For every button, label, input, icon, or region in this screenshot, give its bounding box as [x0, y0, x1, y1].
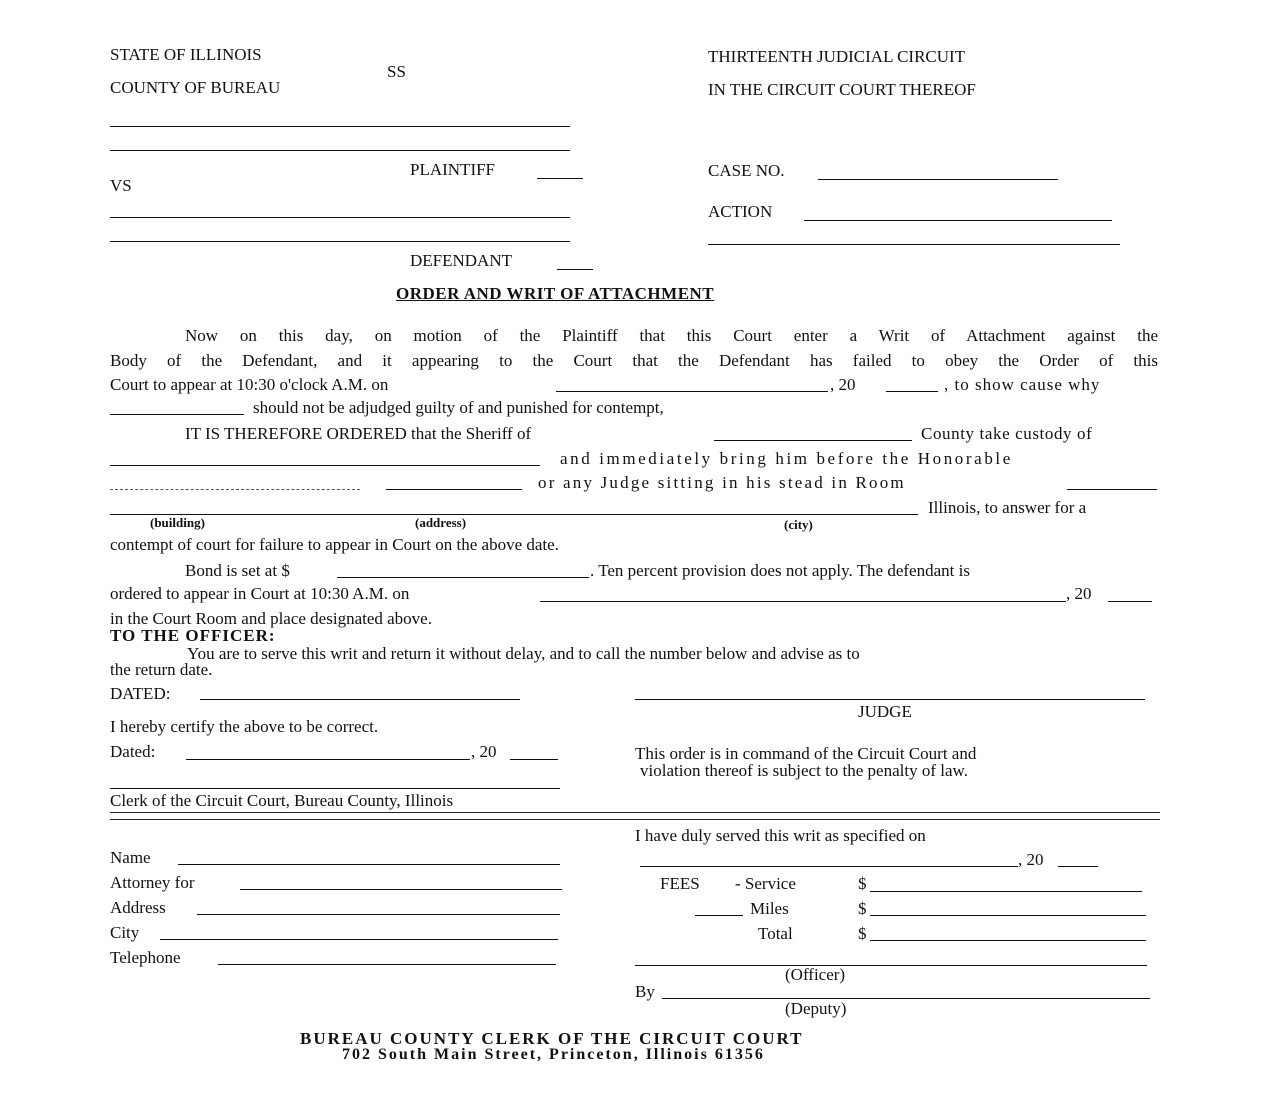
paragraph-3-line-2b: , 20	[1066, 584, 1092, 603]
paragraph-2-line-2: and immediately bring him before the Honorable	[560, 449, 1013, 468]
officer-signature-line[interactable]	[635, 965, 1147, 966]
paragraph-3-line-2a: ordered to appear in Court at 10:30 A.M. on	[110, 584, 410, 603]
party-name-field[interactable]	[110, 414, 244, 415]
paragraph-3-line-3: in the Court Room and place designated above.	[110, 609, 432, 628]
service-fee-field[interactable]	[870, 891, 1142, 892]
officer-caption: (Officer)	[785, 965, 846, 984]
action-field-1[interactable]	[804, 220, 1112, 221]
paragraph-2-line-3: or any Judge sitting in his stead in Room	[538, 473, 906, 492]
dated2-year-field[interactable]	[510, 759, 558, 760]
deputy-signature-line[interactable]	[662, 998, 1150, 999]
attorney-address-label: Address	[110, 898, 166, 917]
location-field[interactable]	[110, 514, 918, 515]
judge-label: JUDGE	[858, 702, 912, 721]
miles-label: Miles	[750, 899, 789, 918]
miles-fee-field[interactable]	[870, 915, 1146, 916]
honorable-field-a[interactable]	[110, 489, 360, 490]
custody-name-field[interactable]	[110, 465, 540, 466]
defendant-suffix-line	[557, 269, 593, 270]
paragraph-3-line-1b: . Ten percent provision does not apply. The defendant is	[590, 561, 970, 580]
judge-signature-line[interactable]	[635, 699, 1145, 700]
bond-amount-field[interactable]	[337, 577, 589, 578]
action-field-2[interactable]	[708, 244, 1120, 245]
attorney-city-field[interactable]	[160, 939, 558, 940]
clerk-signature-line[interactable]	[110, 788, 560, 789]
dated-field[interactable]	[200, 699, 520, 700]
defendant-line-1[interactable]	[110, 217, 570, 218]
officer-heading: TO THE OFFICER:	[110, 626, 276, 645]
plaintiff-label: PLAINTIFF	[410, 160, 496, 179]
served-year-field[interactable]	[1058, 866, 1098, 867]
served-text: I have duly served this writ as specified on	[635, 826, 926, 845]
deputy-caption: (Deputy)	[785, 999, 847, 1018]
paragraph-2-line-5: contempt of court for failure to appear in Court on the above date.	[110, 535, 559, 554]
hearing-date-field[interactable]	[556, 391, 828, 392]
honorable-field-b[interactable]	[386, 489, 522, 490]
plaintiff-line-2[interactable]	[110, 150, 570, 151]
plaintiff-line-1[interactable]	[110, 126, 570, 127]
dated2-field[interactable]	[186, 759, 470, 760]
total-label: Total	[758, 924, 793, 943]
paragraph-1-line-1: Now on this day, on motion of the Plaintiff that this Court enter a Writ of Attachment against the	[185, 326, 1158, 345]
footer-address: 702 South Main Street, Princeton, Illinois 61356	[342, 1046, 765, 1063]
county-label: COUNTY OF BUREAU	[110, 78, 281, 97]
attorney-city-label: City	[110, 923, 140, 942]
certify-text: I hereby certify the above to be correct.	[110, 717, 379, 736]
miles-dollar: $	[858, 899, 867, 918]
dated2-label: Dated:	[110, 742, 156, 761]
defendant-label: DEFENDANT	[410, 251, 512, 270]
officer-instruction-2: the return date.	[110, 660, 213, 679]
case-no-label: CASE NO.	[708, 161, 785, 180]
attorney-for-label: Attorney for	[110, 873, 195, 892]
attorney-for-field[interactable]	[240, 889, 562, 890]
paragraph-1-line-3b: , 20	[830, 375, 856, 394]
command-text-1: This order is in command of the Circuit Court and	[635, 744, 977, 763]
clerk-label: Clerk of the Circuit Court, Bureau County, Illinois	[110, 791, 454, 810]
fees-label: FEES	[660, 874, 700, 893]
served-date-field[interactable]	[640, 866, 1018, 867]
service-label: - Service	[735, 874, 796, 893]
separator-line	[110, 812, 1160, 820]
plaintiff-suffix-line	[537, 178, 583, 179]
by-label: By	[635, 982, 655, 1001]
attorney-name-label: Name	[110, 848, 151, 867]
paragraph-1-line-3a: Court to appear at 10:30 o'clock A.M. on	[110, 375, 389, 394]
sheriff-county-field[interactable]	[714, 440, 912, 441]
action-label: ACTION	[708, 202, 773, 221]
caption-city: (city)	[784, 517, 813, 532]
dated-label: DATED:	[110, 684, 171, 703]
hearing-year-field[interactable]	[886, 391, 938, 392]
paragraph-3-line-1a: Bond is set at $	[185, 561, 290, 580]
miles-count-field[interactable]	[695, 915, 743, 916]
attorney-address-field[interactable]	[197, 914, 560, 915]
paragraph-1-line-3c: , to show cause why	[944, 375, 1101, 394]
document-title: ORDER AND WRIT OF ATTACHMENT	[396, 284, 715, 303]
caption-building: (building)	[150, 515, 205, 530]
service-dollar: $	[858, 874, 867, 893]
total-dollar: $	[858, 924, 867, 943]
attorney-name-field[interactable]	[178, 864, 560, 865]
attorney-telephone-label: Telephone	[110, 948, 181, 967]
officer-instruction-1: You are to serve this writ and return it without delay, and to call the number below and advise as to	[187, 644, 860, 663]
dated2-twenty: , 20	[471, 742, 497, 761]
paragraph-1-line-4: should not be adjudged guilty of and punished for contempt,	[253, 398, 664, 417]
court-label: IN THE CIRCUIT COURT THEREOF	[708, 80, 976, 99]
circuit-label: THIRTEENTH JUDICIAL CIRCUIT	[708, 47, 966, 66]
attorney-telephone-field[interactable]	[218, 964, 556, 965]
state-label: STATE OF ILLINOIS	[110, 45, 262, 64]
appear-year-field[interactable]	[1108, 601, 1152, 602]
case-no-field[interactable]	[818, 179, 1058, 180]
total-fee-field[interactable]	[870, 940, 1146, 941]
room-field[interactable]	[1067, 489, 1157, 490]
paragraph-2-line-1a: IT IS THEREFORE ORDERED that the Sheriff of	[185, 424, 532, 443]
paragraph-2-line-4: Illinois, to answer for a	[928, 498, 1087, 517]
paragraph-1-line-2: Body of the Defendant, and it appearing to the Court that the Defendant has failed to obey the Order of this	[110, 351, 1158, 370]
appear-date-field[interactable]	[540, 601, 1066, 602]
defendant-line-2[interactable]	[110, 241, 570, 242]
vs-label: VS	[110, 176, 132, 195]
footer-clerk: BUREAU COUNTY CLERK OF THE CIRCUIT COURT	[300, 1029, 804, 1048]
caption-address: (address)	[415, 515, 467, 530]
paragraph-2-line-1b: County take custody of	[921, 424, 1093, 443]
served-twenty: , 20	[1018, 850, 1044, 869]
command-text-2: violation thereof is subject to the penalty of law.	[640, 761, 968, 780]
ss-label: SS	[387, 62, 406, 81]
